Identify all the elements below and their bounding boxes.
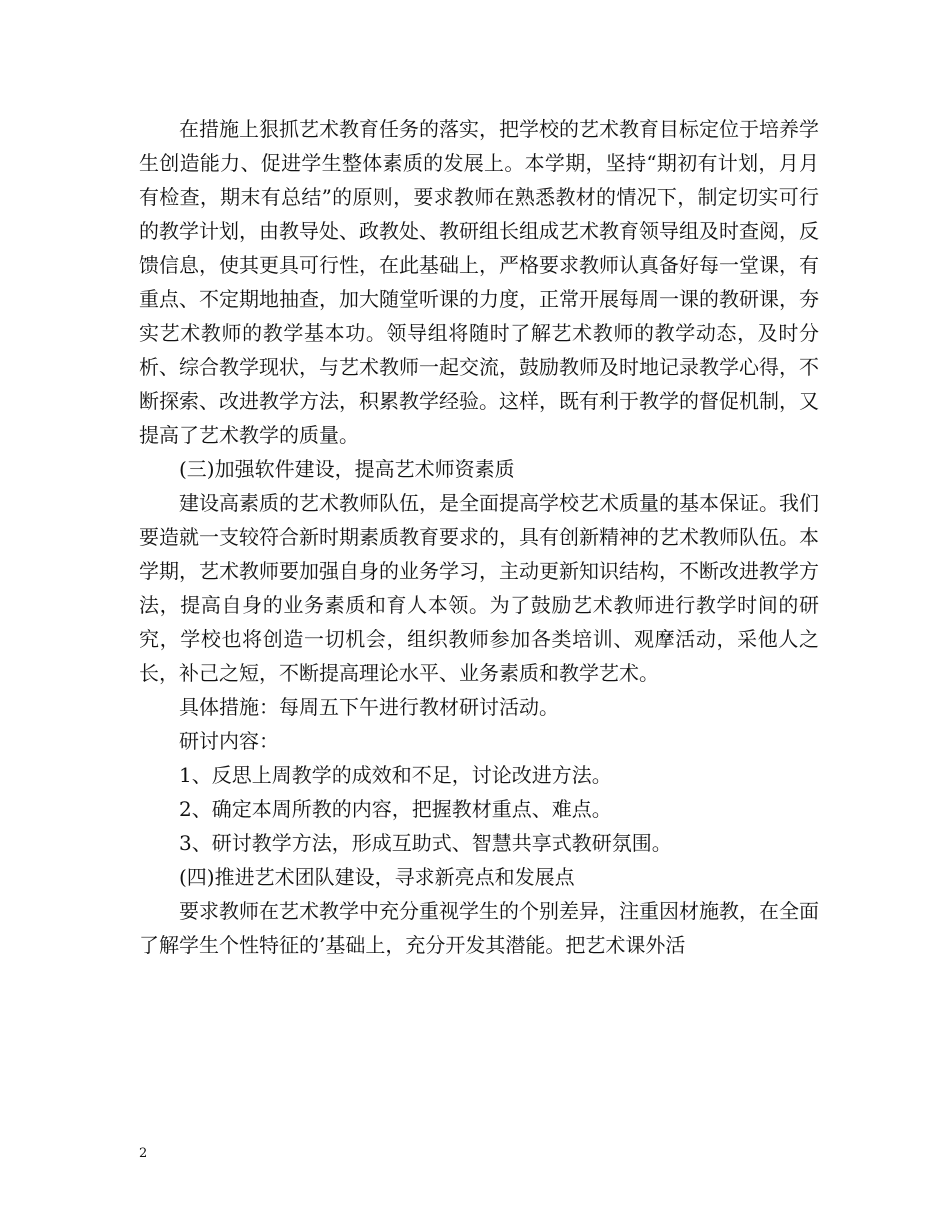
paragraph-art-team: 要求教师在艺术教学中充分重视学生的个别差异，注重因材施教，在全面了解学生个性特征的’基础上，充分开发其潜能。把艺术课外活 — [139, 899, 819, 957]
paragraph-teacher-team: 建设高素质的艺术教师队伍，是全面提高学校艺术质量的基本保证。我们要造就一支较符合新时期素质教育要求的，具有创新精神的艺术教师队伍。本学期，艺术教师要加强自身的业务学习，主动更新知识结构，不断改进教学方法，提高自身的业务素质和育人本领。为了鼓励艺术教师进行教学时间的研究，学校也将创造一切机会，组织教师参加各类培训、观摩活动，采他人之长，补己之短，不断提高理论水平、业务素质和教学艺术。 — [139, 491, 819, 685]
page-number: 2 — [139, 1146, 148, 1161]
paragraph-measures: 在措施上狠抓艺术教育任务的落实，把学校的艺术教育目标定位于培养学生创造能力、促进学生整体素质的发展上。本学期，坚持“期初有计划，月月有检查，期末有总结”的原则，要求教师在熟悉教材的情况下，制定切实可行的教学计划，由教导处、政教处、教研组长组成艺术教育领导组及时查阅，反馈信息，使其更具可行性，在此基础上，严格要求教师认真备好每一堂课，有重点、不定期地抽查，加大随堂听课的力度，正常开展每周一课的教研课，夯实艺术教师的教学基本功。领导组将随时了解艺术教师的教学动态，及时分析、综合教学现状，与艺术教师一起交流，鼓励教师及时地记录教学心得，不断探索、改进教学方法，积累教学经验。这样，既有利于教学的督促机制，又提高了艺术教学的质量。 — [139, 117, 819, 447]
paragraph-discussion-content: 研讨内容： — [179, 729, 279, 753]
paragraph-specific-measures: 具体措施：每周五下午进行教材研讨活动。 — [179, 695, 559, 719]
heading-section-4: (四)推进艺术团队建设，寻求新亮点和发展点 — [179, 865, 575, 889]
list-item-2: 2、确定本周所教的内容，把握教材重点、难点。 — [179, 797, 612, 821]
heading-section-3: (三)加强软件建设，提高艺术师资素质 — [179, 457, 515, 481]
list-item-1: 1、反思上周教学的成效和不足，讨论改进方法。 — [179, 763, 612, 787]
list-item-3: 3、研讨教学方法，形成互助式、智慧共享式教研氛围。 — [179, 831, 672, 855]
document-body — [139, 112, 819, 962]
